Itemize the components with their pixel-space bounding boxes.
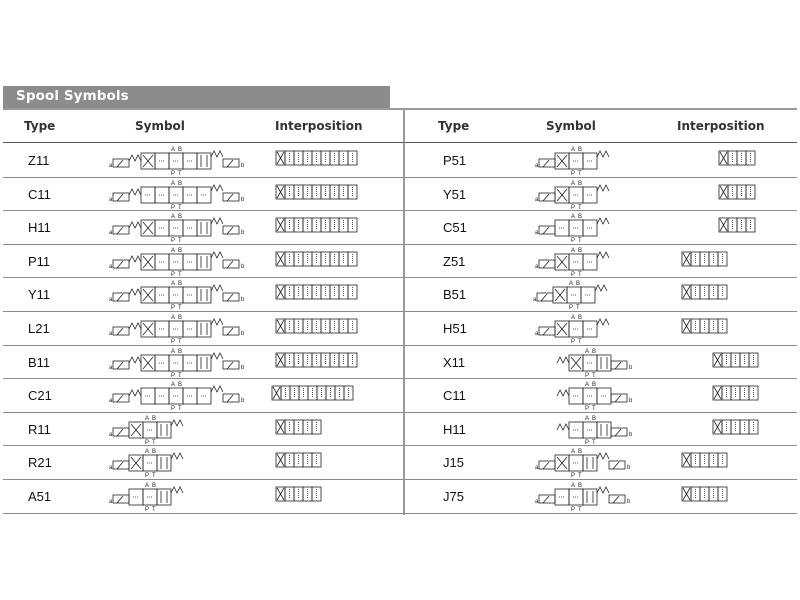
spool-type: P11: [28, 253, 51, 269]
interposition-symbol-icon: [681, 278, 729, 308]
table-row: [405, 412, 797, 447]
svg-text:A: A: [571, 449, 576, 456]
svg-text:A: A: [171, 315, 176, 321]
spool-type: B51: [443, 287, 467, 303]
table-row: [3, 345, 404, 380]
svg-text:P: P: [171, 305, 176, 312]
svg-text:B: B: [178, 281, 183, 288]
svg-text:B: B: [576, 281, 581, 288]
spool-type: Z51: [443, 253, 466, 269]
table-row: [405, 210, 797, 245]
svg-text:b: b: [241, 163, 245, 169]
interposition-symbol-icon: [275, 278, 359, 308]
spool-table-left: [3, 108, 404, 515]
valve-symbol-icon: [533, 312, 613, 345]
svg-text:a: a: [109, 297, 113, 304]
header-interposition: Interposition: [677, 119, 765, 133]
svg-text:a: a: [109, 163, 113, 169]
valve-symbol-icon: [107, 211, 249, 244]
svg-text:T: T: [578, 339, 582, 345]
svg-text:B: B: [178, 247, 183, 254]
spool-type: Y11: [28, 287, 51, 303]
table-row: [3, 244, 404, 279]
spool-type: C11: [443, 388, 466, 404]
valve-symbol-icon: [107, 245, 249, 278]
svg-text:T: T: [578, 238, 582, 245]
valve-symbol-icon: [533, 446, 635, 479]
valve-symbol-icon: [107, 312, 249, 345]
svg-text:P: P: [145, 473, 150, 480]
interposition-symbol-icon: [681, 480, 729, 510]
svg-text:A: A: [569, 281, 574, 288]
interposition-symbol-icon: [271, 379, 355, 409]
table-header: [3, 110, 404, 143]
svg-text:A: A: [585, 415, 590, 422]
interposition-symbol-icon: [718, 211, 757, 241]
svg-text:B: B: [178, 147, 183, 153]
svg-text:P: P: [571, 507, 576, 513]
valve-symbol-icon: [107, 178, 249, 211]
svg-text:B: B: [578, 214, 583, 221]
svg-text:b: b: [629, 364, 633, 371]
valve-symbol-icon: [107, 413, 187, 446]
interposition-symbol-icon: [275, 413, 323, 443]
interposition-symbol-icon: [275, 346, 359, 376]
svg-text:P: P: [569, 305, 574, 312]
spool-type: H11: [443, 421, 466, 437]
spool-type: A51: [28, 489, 52, 504]
svg-text:B: B: [578, 147, 583, 153]
table-header: [405, 110, 797, 143]
svg-text:a: a: [535, 263, 539, 270]
interposition-symbol-icon: [275, 144, 359, 174]
svg-text:A: A: [585, 382, 590, 389]
svg-text:T: T: [578, 473, 582, 480]
svg-text:a: a: [535, 465, 539, 472]
svg-text:a: a: [535, 230, 539, 237]
svg-text:T: T: [178, 271, 182, 278]
svg-text:b: b: [241, 263, 245, 270]
spool-type: Y51: [443, 186, 467, 202]
svg-text:P: P: [571, 238, 576, 245]
table-row: [405, 177, 797, 212]
svg-text:A: A: [171, 281, 176, 288]
svg-text:P: P: [585, 372, 590, 379]
svg-text:A: A: [571, 147, 576, 153]
table-row: [3, 445, 404, 480]
svg-text:P: P: [571, 473, 576, 480]
svg-text:T: T: [178, 339, 182, 345]
spool-type: C21: [28, 388, 52, 404]
spool-type: C11: [28, 186, 51, 202]
table-row: [3, 277, 404, 312]
svg-text:B: B: [178, 382, 183, 389]
interposition-symbol-icon: [275, 178, 359, 208]
svg-text:P: P: [571, 271, 576, 278]
svg-text:a: a: [109, 431, 113, 438]
svg-text:T: T: [152, 507, 156, 513]
interposition-symbol-icon: [275, 245, 359, 275]
interposition-symbol-icon: [681, 312, 729, 342]
svg-text:T: T: [152, 473, 156, 480]
svg-text:a: a: [535, 196, 539, 203]
svg-text:A: A: [585, 348, 590, 355]
svg-text:A: A: [571, 483, 576, 489]
svg-text:B: B: [178, 214, 183, 221]
svg-text:T: T: [578, 171, 582, 177]
interposition-symbol-icon: [712, 379, 760, 409]
svg-text:P: P: [585, 406, 590, 413]
interposition-symbol-icon: [681, 245, 729, 275]
valve-symbol-icon: [107, 346, 249, 379]
svg-text:T: T: [592, 406, 596, 413]
svg-text:T: T: [592, 439, 596, 446]
section-title: Spool Symbols: [16, 88, 129, 104]
spool-type: H51: [443, 321, 467, 336]
valve-symbol-icon: [107, 446, 187, 479]
svg-text:P: P: [145, 439, 150, 446]
interposition-symbol-icon: [718, 178, 757, 208]
svg-text:b: b: [241, 364, 245, 371]
header-interposition: Interposition: [275, 119, 363, 133]
spool-type: B11: [28, 354, 51, 370]
interposition-symbol-icon: [718, 144, 757, 174]
svg-text:T: T: [578, 507, 582, 513]
svg-text:A: A: [145, 449, 150, 456]
svg-text:b: b: [241, 196, 245, 203]
svg-text:A: A: [171, 147, 176, 153]
svg-text:B: B: [152, 483, 157, 489]
svg-text:A: A: [171, 382, 176, 389]
interposition-symbol-icon: [275, 480, 323, 510]
spool-type: H11: [28, 220, 51, 236]
svg-text:b: b: [629, 398, 633, 405]
svg-text:A: A: [171, 247, 176, 254]
svg-text:a: a: [109, 196, 113, 203]
svg-text:B: B: [592, 415, 597, 422]
valve-symbol-icon: [531, 278, 611, 311]
svg-text:A: A: [571, 315, 576, 321]
svg-text:A: A: [145, 483, 150, 489]
spool-type: Z11: [28, 153, 50, 168]
svg-text:A: A: [171, 348, 176, 355]
svg-text:P: P: [571, 171, 576, 177]
svg-text:T: T: [178, 238, 182, 245]
spool-type: L21: [28, 321, 50, 336]
svg-text:P: P: [171, 204, 176, 211]
svg-text:B: B: [578, 483, 583, 489]
interposition-symbol-icon: [275, 312, 359, 342]
table-row: [405, 143, 797, 178]
svg-text:A: A: [145, 415, 150, 422]
valve-symbol-icon: [533, 245, 613, 278]
table-row: [3, 479, 404, 514]
svg-text:T: T: [178, 171, 182, 177]
table-row: [3, 143, 404, 178]
valve-symbol-icon: [555, 379, 637, 412]
svg-text:P: P: [171, 171, 176, 177]
spool-type: R21: [28, 455, 52, 471]
spool-type: J15: [443, 455, 464, 471]
spool-table-right: [405, 108, 797, 515]
valve-symbol-icon: [533, 144, 613, 177]
svg-text:b: b: [241, 331, 245, 337]
svg-text:A: A: [171, 180, 176, 187]
header-type: Type: [438, 119, 470, 133]
svg-text:a: a: [109, 398, 113, 405]
svg-text:P: P: [145, 507, 150, 513]
table-row: [405, 244, 797, 279]
table-row: [3, 210, 404, 245]
svg-text:P: P: [171, 271, 176, 278]
table-row: [3, 311, 404, 346]
svg-text:T: T: [178, 372, 182, 379]
svg-text:B: B: [592, 348, 597, 355]
table-row: [3, 412, 404, 447]
svg-text:B: B: [178, 348, 183, 355]
header-symbol: Symbol: [546, 119, 596, 133]
spool-type: C51: [443, 220, 467, 236]
table-row: [405, 277, 797, 312]
spool-type: P51: [443, 153, 467, 168]
table-row: [3, 177, 404, 212]
valve-symbol-icon: [107, 144, 249, 177]
table-row: [405, 311, 797, 346]
svg-text:b: b: [241, 398, 245, 405]
svg-text:T: T: [576, 305, 580, 312]
valve-symbol-icon: [107, 278, 249, 311]
svg-text:B: B: [578, 180, 583, 187]
svg-text:a: a: [535, 331, 539, 337]
svg-text:a: a: [109, 364, 113, 371]
valve-symbol-icon: [533, 480, 635, 513]
table-row: [405, 445, 797, 480]
svg-text:a: a: [109, 465, 113, 472]
svg-text:b: b: [241, 230, 245, 237]
svg-text:A: A: [571, 214, 576, 221]
svg-text:T: T: [152, 439, 156, 446]
svg-text:T: T: [592, 372, 596, 379]
svg-text:A: A: [571, 180, 576, 187]
svg-text:T: T: [178, 204, 182, 211]
svg-text:b: b: [627, 499, 631, 505]
svg-text:P: P: [171, 372, 176, 379]
header-type: Type: [24, 119, 56, 133]
svg-text:B: B: [152, 449, 157, 456]
svg-text:B: B: [578, 315, 583, 321]
table-row: [405, 378, 797, 413]
svg-text:a: a: [109, 499, 113, 505]
svg-text:a: a: [109, 331, 113, 337]
svg-text:P: P: [171, 339, 176, 345]
valve-symbol-icon: [555, 413, 637, 446]
svg-text:P: P: [585, 439, 590, 446]
interposition-symbol-icon: [275, 446, 323, 476]
interposition-symbol-icon: [275, 211, 359, 241]
svg-text:a: a: [535, 163, 539, 169]
svg-text:P: P: [571, 204, 576, 211]
spool-type: J75: [443, 489, 464, 504]
svg-text:a: a: [533, 297, 537, 304]
table-row: [405, 345, 797, 380]
svg-text:T: T: [178, 305, 182, 312]
svg-text:a: a: [535, 499, 539, 505]
valve-symbol-icon: [533, 178, 613, 211]
svg-text:B: B: [592, 382, 597, 389]
spool-type: X11: [443, 354, 466, 370]
svg-text:B: B: [178, 180, 183, 187]
svg-text:B: B: [578, 247, 583, 254]
interposition-symbol-icon: [681, 446, 729, 476]
interposition-symbol-icon: [712, 413, 760, 443]
svg-text:T: T: [178, 406, 182, 413]
svg-text:b: b: [241, 297, 245, 304]
valve-symbol-icon: [555, 346, 637, 379]
interposition-symbol-icon: [712, 346, 760, 376]
valve-symbol-icon: [107, 480, 187, 513]
svg-text:B: B: [578, 449, 583, 456]
svg-text:A: A: [171, 214, 176, 221]
svg-text:A: A: [571, 247, 576, 254]
svg-text:B: B: [152, 415, 157, 422]
svg-text:T: T: [578, 271, 582, 278]
svg-text:P: P: [571, 339, 576, 345]
section-title-bar: [3, 86, 390, 108]
svg-text:P: P: [171, 406, 176, 413]
valve-symbol-icon: [107, 379, 249, 412]
valve-symbol-icon: [533, 211, 613, 244]
svg-text:B: B: [178, 315, 183, 321]
header-symbol: Symbol: [135, 119, 185, 133]
spool-type: R11: [28, 421, 51, 437]
svg-text:b: b: [627, 465, 631, 472]
table-row: [3, 378, 404, 413]
svg-text:a: a: [109, 263, 113, 270]
svg-text:P: P: [171, 238, 176, 245]
svg-text:T: T: [578, 204, 582, 211]
table-row: [405, 479, 797, 514]
svg-text:b: b: [629, 431, 633, 438]
svg-text:a: a: [109, 230, 113, 237]
